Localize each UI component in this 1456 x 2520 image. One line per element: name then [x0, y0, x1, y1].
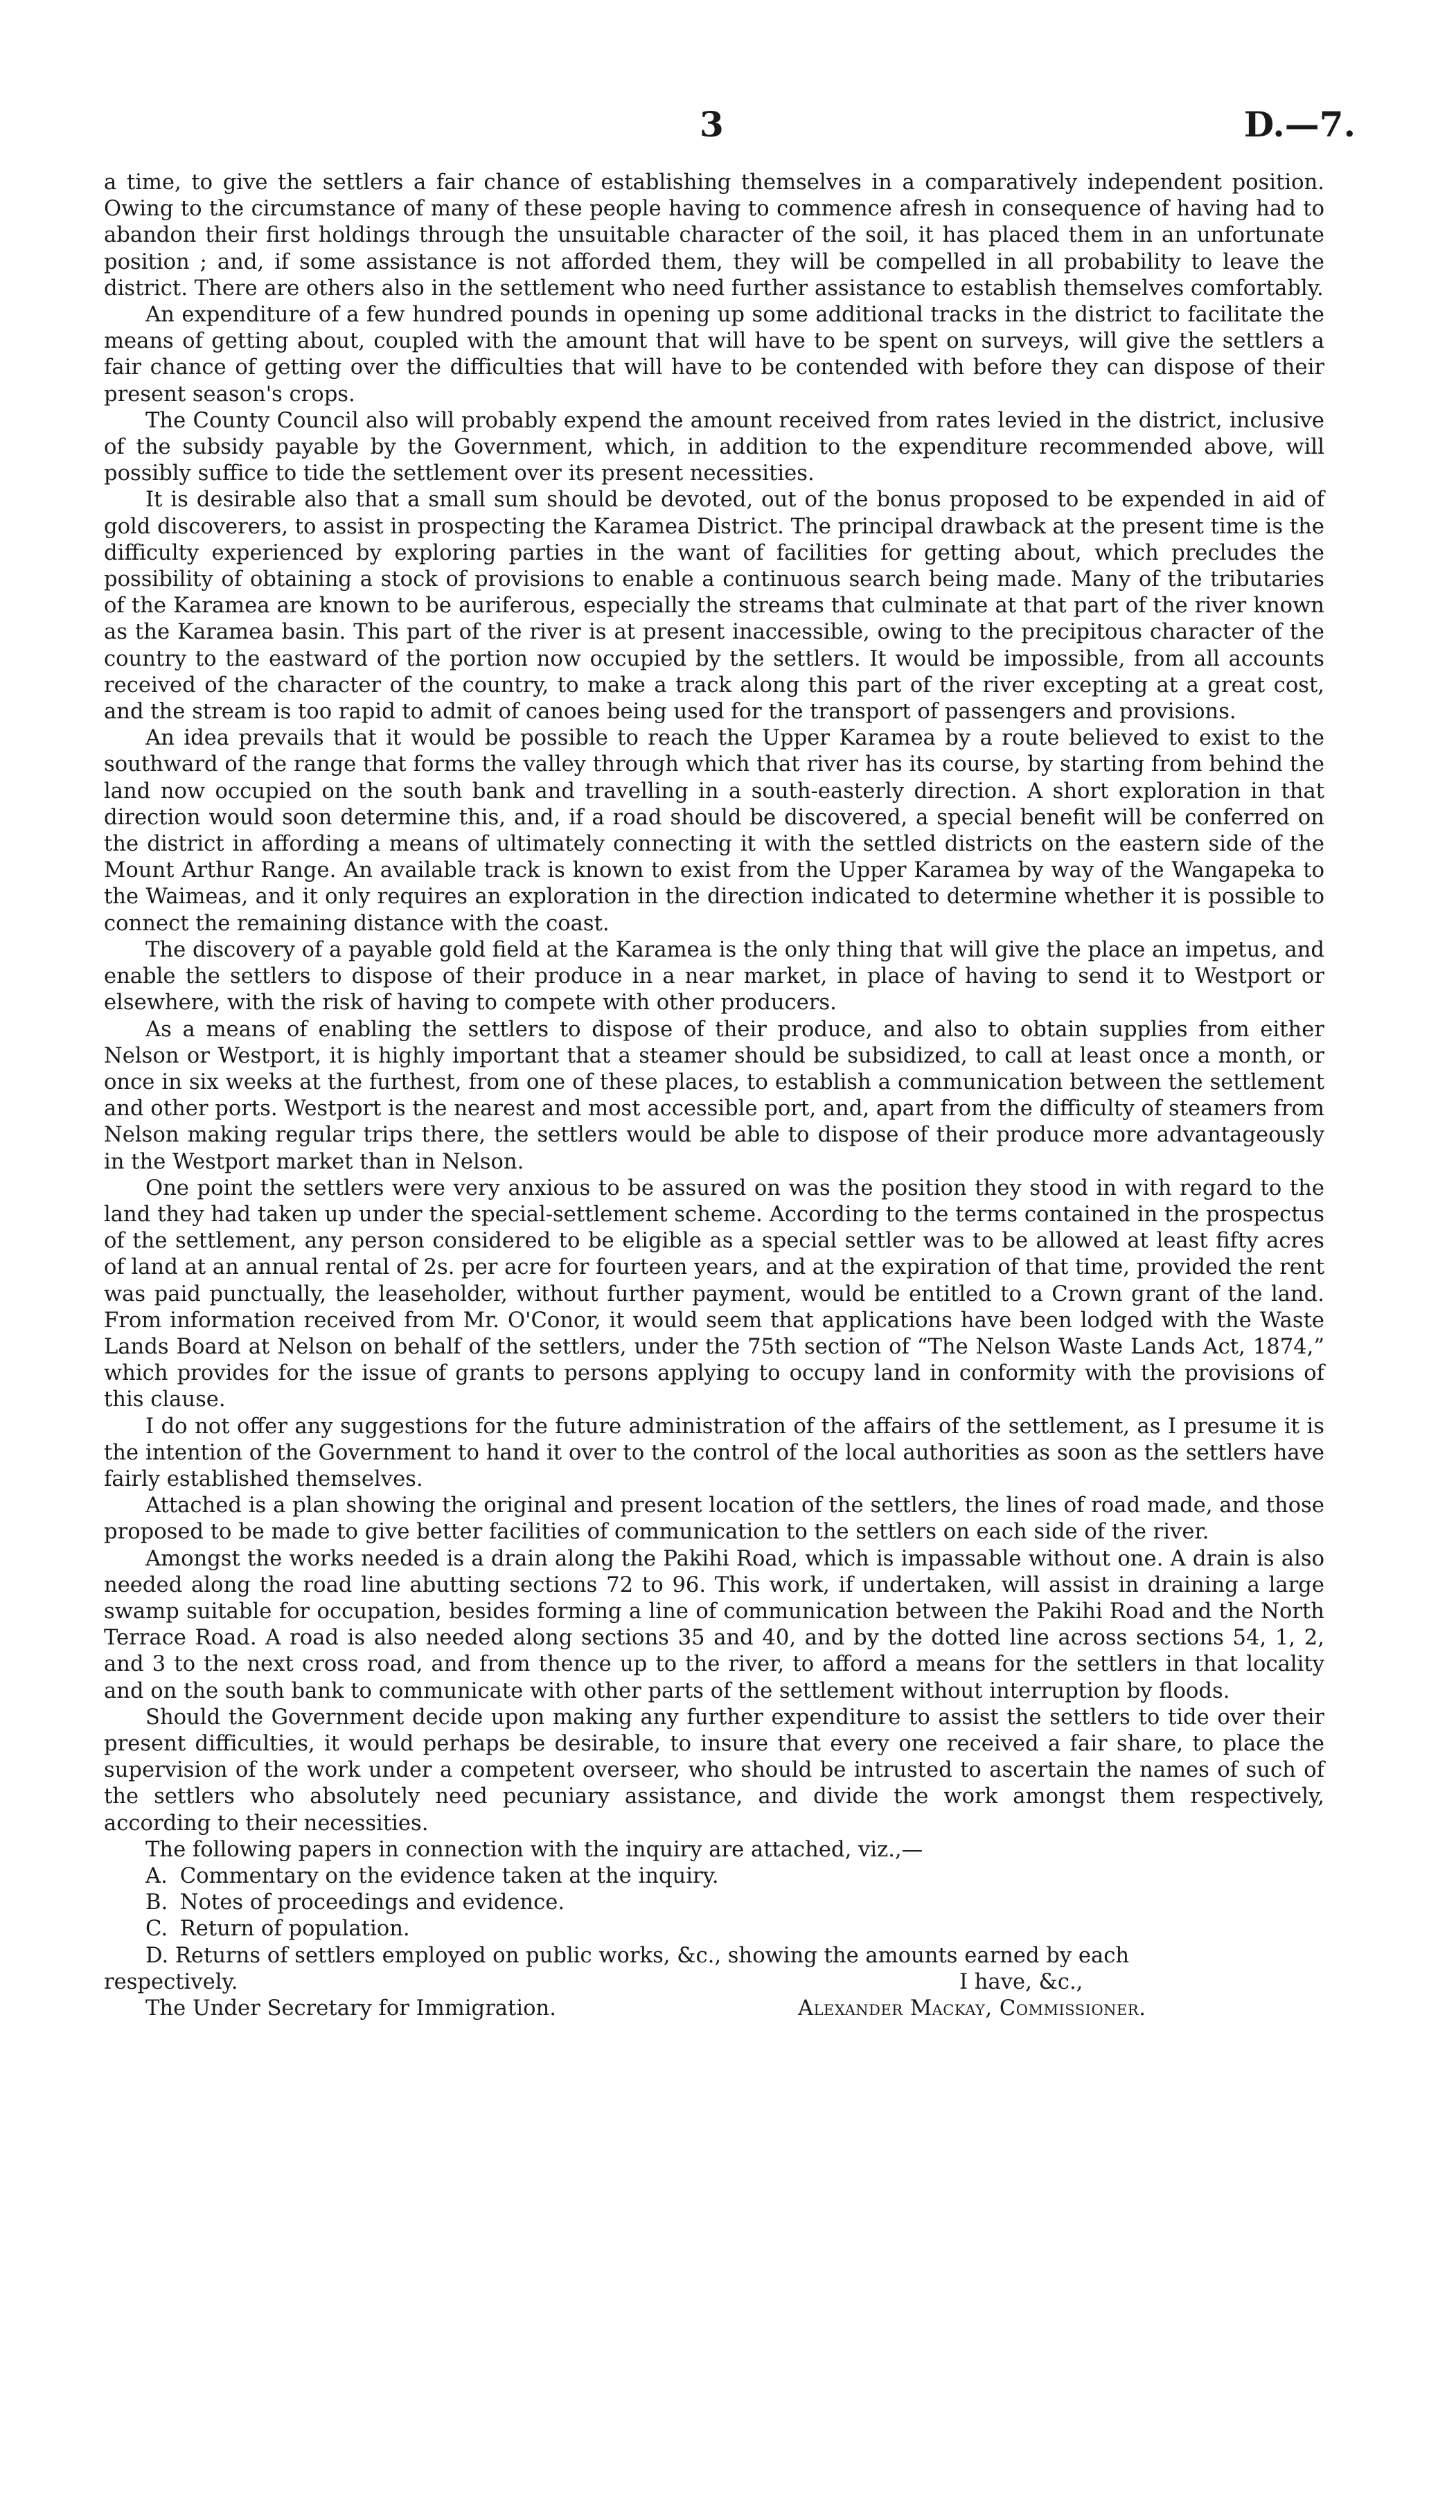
attachments-list — [104, 1863, 1324, 1943]
paragraph: It is desirable also that a small sum should be devoted, out of the bonus proposed to be expended in aid of gold discoverers, to assist in prospecting the Karamea District. The principal drawback at the present time is the difficulty experienced by exploring parties in the want of facilities for getting about, which precludes the possibility of obtaining a stock of provisions to enable a continuous search being made. Many of the tributaries of the Karamea are known to be auriferous, especially the streams that culminate at that part of the river known as the Karamea basin. This part of the river is at present inaccessible, owing to the precipitous character of the country to the eastward of the portion now occupied by the settlers. It would be impossible, from all accounts received of the character of the country, to make a track along this part of the river excepting at a great cost, and the stream is too rapid to admit of canoes being used for the transport of passengers and provisions. — [104, 488, 1324, 725]
list-marker: C. — [145, 1917, 168, 1942]
list-marker: A. — [145, 1864, 168, 1888]
paragraph: Should the Government decide upon making any further expenditure to assist the settlers to tide over their present difficulties, it would perhaps be desirable, to insure that every one received a fair share, to place the supervision of the work under a competent overseer, who should be intrusted to ascertain the names of such of the settlers who absolutely need pecuniary assistance, and divide the work amongst them respectively, according to their necessities. — [104, 1705, 1324, 1836]
list-item-text: Return of population. — [179, 1917, 410, 1942]
paragraph: I do not offer any suggestions for the future administration of the affairs of the settlement, as I presume it is the intention of the Government to hand it over to the control of the local authorities as soon as the settlers have fairly established themselves. — [104, 1414, 1324, 1491]
paragraph: One point the settlers were very anxious to be assured on was the position they stood in with regard to the land they had taken up under the special-settlement scheme. According to the terms contained in the prospectus of the settlement, any person considered to be eligible as a special settler was to be allowed at least fifty acres of land at an annual rental of 2s. per acre for fourteen years, and at the expiration of that time, provided the rent was paid punctually, the leaseholder, without further payment, would be entitled to a Crown grant of the land. From information received from Mr. O'Conor, it would seem that applications have been lodged with the Waste Lands Board at Nelson on behalf of the settlers, under the 75th section of “The Nelson Waste Lands Act, 1874,” which provides for the issue of grants to persons applying to occupy land in conformity with the provisions of this clause. — [104, 1175, 1324, 1412]
list-item — [104, 1863, 1324, 1890]
closing-respectively: respectively. — [104, 1969, 238, 1994]
signature: Alexander Mackay, Commissioner. — [798, 1996, 1146, 2021]
paragraph: a time, to give the settlers a fair chance of establishing themselves in a comparatively independent position. Owing to the circumstance of many of these people having to commence afresh in consequence of having had to abandon their first holdings through the unsuitable character of the soil, it has placed them in an unfortunate position ; and, if some assistance is not afforded them, they will be compelled in all probability to leave the district. There are others also in the settlement who need further assistance to establish themselves comfortably. — [104, 170, 1324, 301]
signature-line — [104, 1996, 1324, 2023]
list-marker: B. — [145, 1890, 168, 1915]
list-item — [104, 1916, 1324, 1942]
addressee: The Under Secretary for Immigration. — [145, 1996, 556, 2021]
document-reference: D.—7. — [1243, 104, 1356, 145]
paragraph: Amongst the works needed is a drain along the Pakihi Road, which is impassable without one. A drain is also needed along the road line abutting sections 72 to 96. This work, if undertaken, will assist in draining a large swamp suitable for occupation, besides forming a line of communication between the Pakihi Road and the North Terrace Road. A road is also needed along sections 35 and 40, and by the dotted line across sections 54, 1, 2, and 3 to the next cross road, and from thence up to the river, to afford a means for the settlers in that locality and on the south bank to communicate with other parts of the settlement without interruption by floods. — [104, 1546, 1324, 1703]
closing-line — [104, 1969, 1324, 1996]
page-number: 3 — [700, 104, 724, 145]
attachments-last-item: D. Returns of settlers employed on public works, &c., showing the amounts earned by each — [145, 1943, 1130, 1968]
list-item-text: Commentary on the evidence taken at the inquiry. — [179, 1864, 719, 1888]
closing-i-have: I have, &c., — [959, 1969, 1083, 1994]
paragraph: Attached is a plan showing the original and present location of the settlers, the lines of road made, and those proposed to be made to give better facilities of communication to the settlers on each side of the river. — [104, 1493, 1324, 1545]
paragraph: The discovery of a payable gold field at the Karamea is the only thing that will give the place an impetus, and enable the settlers to dispose of their produce in a near market, in place of having to send it to Westport or elsewhere, with the risk of having to compete with other producers. — [104, 937, 1324, 1015]
paragraph: As a means of enabling the settlers to dispose of their produce, and also to obtain supplies from either Nelson or Westport, it is highly important that a steamer should be subsidized, to call at least once a month, or once in six weeks at the furthest, from one of these places, to establish a communication between the settlement and other ports. Westport is the nearest and most accessible port, and, apart from the difficulty of steamers from Nelson making regular trips there, the settlers would be able to dispose of their produce more advantageously in the Westport market than in Nelson. — [104, 1017, 1324, 1174]
list-item — [104, 1890, 1324, 1916]
list-item-text: Notes of proceedings and evidence. — [179, 1890, 565, 1915]
paragraph: An expenditure of a few hundred pounds in opening up some additional tracks in the district to facilitate the means of getting about, coupled with the amount that will have to be spent on surveys, will give the settlers a fair chance of getting over the difficulties that will have to be contended with before they can dispose of their present season's crops. — [104, 303, 1324, 407]
paragraph: The County Council also will probably expend the amount received from rates levied in the district, inclusive of the subsidy payable by the Government, which, in addition to the expenditure recommended above, will possibly suffice to tide the settlement over its present necessities. — [104, 408, 1324, 486]
attachments-intro: The following papers in connection with the inquiry are attached, viz.,— — [145, 1837, 923, 1862]
paragraph: An idea prevails that it would be possible to reach the Upper Karamea by a route believed to exist to the southward of the range that forms the valley through which that river has its course, by starting from behind the land now occupied on the south bank and travelling in a south-easterly direction. A short exploration in that direction would soon determine this, and, if a road should be discovered, a special benefit will be conferred on the district in affording a means of ultimately connecting it with the settled districts on the eastern side of the Mount Arthur Range. An available track is known to exist from the Upper Karamea by way of the Wangapeka to the Waimeas, and it only requires an exploration in the direction indicated to determine whether it is possible to connect the remaining distance with the coast. — [104, 726, 1324, 936]
document-body — [104, 170, 1324, 2023]
